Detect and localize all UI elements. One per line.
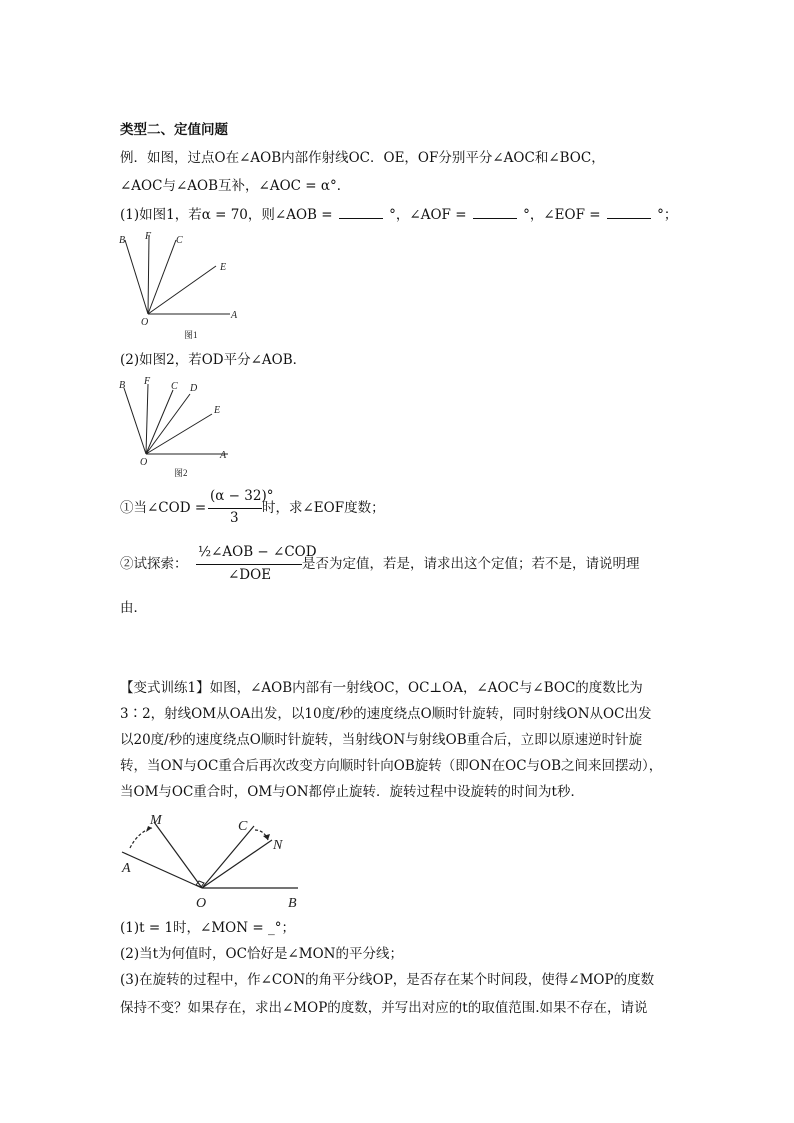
variant-question-3-line-2: 保持不变？如果存在，求出∠MOP的度数，并写出对应的t的取值范围.如果不存在，请说 — [120, 1000, 648, 1016]
sub-question-1-prefix: ①当∠COD = — [120, 500, 207, 516]
variant-text-line-3: 以20度/秒的速度绕点O顺时针旋转，当射线ON与射线OB重合后，立即以原速逆时针旋 — [120, 732, 643, 748]
answer-blank-eof[interactable] — [607, 204, 651, 219]
sub-question-1-suffix: 时，求∠EOF度数； — [262, 500, 385, 516]
ray-ob — [124, 388, 146, 454]
label-m: M — [150, 813, 162, 828]
label-a: A — [122, 861, 131, 876]
label-f: F — [145, 231, 152, 242]
variant-question-1: (1)t = 1时，∠MON = _°； — [120, 920, 295, 936]
variant-text-line-4: 转，当ON与OC重合后再次改变方向顺时针向OB旋转（即ON在OC与OB之间来回摆动）， — [120, 758, 663, 774]
label-c: C — [238, 819, 248, 834]
question-1 — [120, 204, 677, 225]
variant-text-line-1: 【变式训练1】如图，∠AOB内部有一射线OC，OC⊥OA，∠AOC与∠BOC的度数比为 — [120, 680, 643, 696]
label-a: A — [231, 310, 238, 321]
label-e: E — [220, 262, 227, 273]
label-o: O — [141, 317, 149, 328]
label-c: C — [171, 381, 178, 392]
fraction-numerator: ½∠AOB − ∠COD — [198, 544, 317, 560]
label-n: N — [273, 838, 283, 853]
ray-of — [148, 236, 149, 314]
figure-1-diagram — [110, 228, 250, 343]
arrowhead-n — [263, 834, 270, 840]
ray-om — [154, 822, 202, 888]
variant-question-3-line-1: (3)在旋转的过程中，作∠CON的角平分线OP，是否存在某个时间段，使得∠MOP的度数 — [120, 972, 655, 988]
question-1-suffix: °； — [657, 207, 678, 223]
ray-oe — [146, 414, 212, 454]
fraction-numerator: (α − 32)° — [210, 488, 274, 504]
figure-2-caption: 图2 — [174, 468, 188, 478]
ray-ob — [125, 240, 148, 314]
question-2: (2)如图2，若OD平分∠AOB． — [120, 352, 307, 368]
figure-3-diagram — [112, 810, 312, 912]
label-b: B — [288, 896, 297, 911]
fraction-bar — [208, 508, 262, 509]
label-b: B — [119, 235, 126, 246]
question-1-mid-1: °，∠AOF = — [389, 207, 467, 223]
sub-question-2-suffix: 是否为定值，若是，请求出这个定值；若不是，请说明理 — [302, 556, 640, 572]
label-c: C — [176, 235, 183, 246]
ray-oc — [148, 240, 176, 314]
label-o: O — [140, 457, 148, 468]
label-d: D — [190, 383, 198, 394]
figure-1-caption: 图1 — [184, 330, 198, 340]
label-e: E — [214, 405, 221, 416]
rotation-arc-n — [255, 830, 268, 840]
fraction-cod — [208, 488, 274, 528]
variant-question-2: (2)当t为何值时，OC恰好是∠MON的平分线； — [120, 946, 403, 962]
fraction-bar — [196, 564, 302, 565]
answer-blank-aof[interactable] — [473, 204, 517, 219]
question-1-prefix: (1)如图1，若α = 70，则∠AOB = — [120, 207, 333, 223]
figure-2-diagram — [110, 370, 250, 482]
label-f: F — [144, 376, 151, 387]
sub-question-2-prefix: ②试探索： — [120, 556, 188, 572]
fraction-denominator: ∠DOE — [228, 567, 272, 583]
label-a: A — [220, 450, 227, 461]
sub-question-2-continuation: 由． — [120, 600, 147, 616]
ray-oe — [148, 266, 216, 314]
label-o: O — [196, 896, 207, 911]
fraction-denominator: 3 — [230, 510, 239, 526]
example-text-line-2: ∠AOC与∠AOB互补，∠AOC = α°． — [120, 178, 351, 194]
rotation-arc-m — [130, 828, 152, 848]
ray-oa — [122, 852, 202, 888]
variant-text-line-5: 当OM与OC重合时，OM与ON都停止旋转．旋转过程中设旋转的时间为t秒． — [120, 784, 584, 800]
label-b: B — [119, 380, 126, 391]
ray-of — [146, 384, 148, 454]
example-text-line-1: 例．如图，过点O在∠AOB内部作射线OC．OE，OF分别平分∠AOC和∠BOC， — [120, 150, 605, 166]
fraction-explore — [196, 544, 317, 586]
section-title: 类型二、定值问题 — [120, 122, 228, 138]
answer-blank-aob[interactable] — [339, 204, 383, 219]
question-1-mid-2: °，∠EOF = — [523, 207, 601, 223]
variant-text-line-2: 3∶2，射线OM从OA出发，以10度/秒的速度绕点O顺时针旋转，同时射线ON从OC出发 — [120, 706, 652, 722]
